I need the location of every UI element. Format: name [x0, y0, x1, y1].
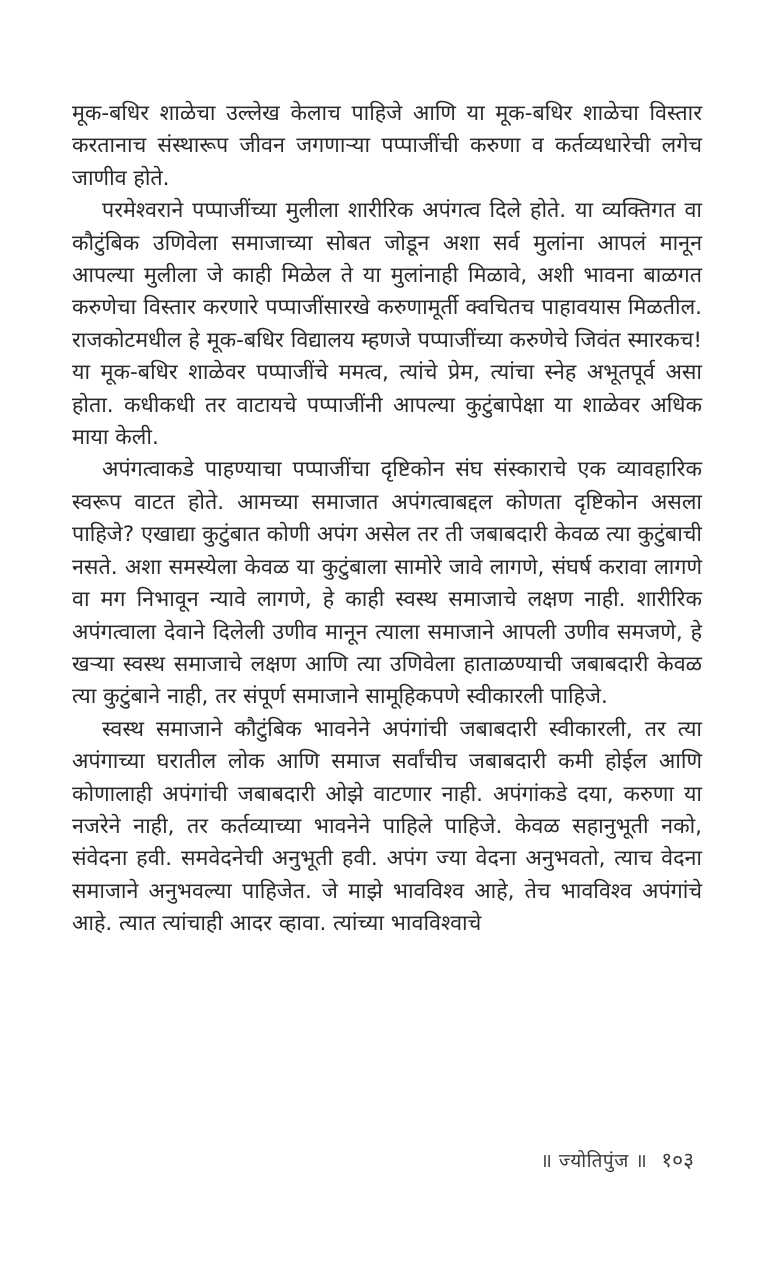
- paragraph-3: अपंगत्वाकडे पाहण्याचा पप्पाजींचा दृष्टिकोन संघ संस्काराचे एक व्यावहारिक स्वरूप वाटत होते. आमच्या समाजात अपंगत्वाबद्दल कोणता दृष्टिकोन असला पाहिजे? एखाद्या कुटुंबात कोणी अपंग असेल तर ती जबाबदारी केवळ त्या कुटुंबाची नसते. अशा समस्येला केवळ या कुटुंबाला सामोरे जावे लागणे, संघर्ष करावा लागणे वा मग निभावून न्यावे लागणे, हे काही स्वस्थ समाजाचे लक्षण नाही. शारीरिक अपंगत्वाला देवाने दिलेली उणीव मानून त्याला समाजाने आपली उणीव समजणे, हे खऱ्या स्वस्थ समाजाचे लक्षण आणि त्या उणिवेला हाताळण्याची जबाबदारी केवळ त्या कुटुंबाने नाही, तर संपूर्ण समाजाने सामूहिकपणे स्वीकारली पाहिजे.: [72, 457, 702, 710]
- book-page: [72, 98, 702, 941]
- paragraph-4: स्वस्थ समाजाने कौटुंबिक भावनेने अपंगांची जबाबदारी स्वीकारली, तर त्या अपंगाच्या घरातील लोक आणि समाज सर्वांचीच जबाबदारी कमी होईल आणि कोणालाही अपंगांची जबाबदारी ओझे वाटणार नाही. अपंगांकडे दया, करुणा या नजरेने नाही, तर कर्तव्याच्या भावनेने पाहिले पाहिजे. केवळ सहानुभूती नको, संवेदना हवी. समवेदनेची अनुभूती हवी. अपंग ज्या वेदना अनुभवतो, त्याच वेदना समाजाने अनुभवल्या पाहिजेत. जे माझे भावविश्व आहे, तेच भावविश्व अपंगांचे आहे. त्यात त्यांचाही आदर व्हावा. त्यांच्या भावविश्वाचे: [72, 716, 702, 937]
- paragraph-2: परमेश्वराने पप्पाजींच्या मुलीला शारीरिक अपंगत्व दिले होते. या व्यक्तिगत वा कौटुंबिक उणिवेला समाजाच्या सोबत जोडून अशा सर्व मुलांना आपलं मानून आपल्या मुलीला जे काही मिळेल ते या मुलांनाही मिळावे, अशी भावना बाळगत करुणेचा विस्तार करणारे पप्पाजींसारखे करुणामूर्ती क्वचितच पाहावयास मिळतील. राजकोटमधील हे मूक-बधिर विद्यालय म्हणजे पप्पाजींच्या करुणेचे जिवंत स्मारकच! या मूक-बधिर शाळेवर पप्पाजींचे ममत्व, त्यांचे प्रेम, त्यांचा स्नेह अभूतपूर्व असा होता. कधीकधी तर वाटायचे पप्पाजींनी आपल्या कुटुंबापेक्षा या शाळेवर अधिक माया केली.: [72, 198, 702, 451]
- page-footer: [540, 1146, 694, 1174]
- book-title: ॥ ज्योतिपुंज ॥: [540, 1150, 648, 1172]
- page-number: १०३: [661, 1148, 694, 1172]
- paragraph-1: मूक-बधिर शाळेचा उल्लेख केलाच पाहिजे आणि या मूक-बधिर शाळेचा विस्तार करतानाच संस्थारूप जीवन जगणाऱ्या पप्पाजींची करुणा व कर्तव्यधारेची लगेच जाणीव होते.: [72, 101, 702, 191]
